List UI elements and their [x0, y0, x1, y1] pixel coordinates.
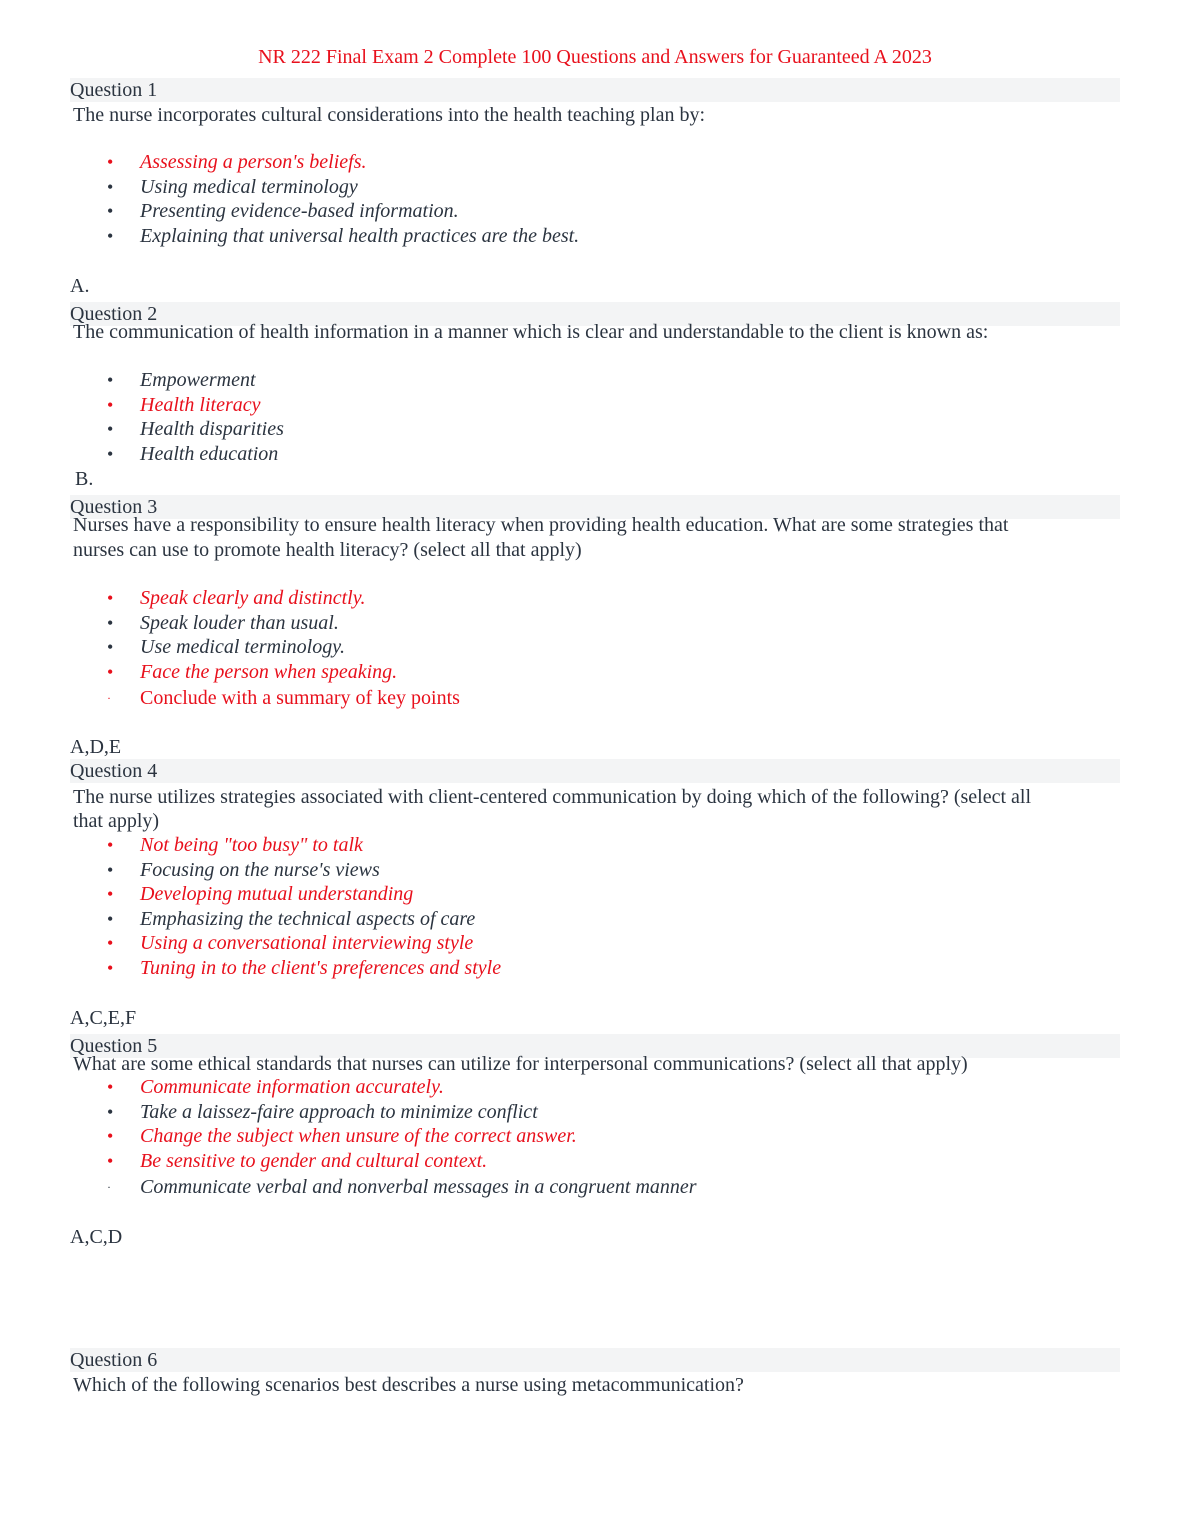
question-text: The communication of health information in a manner which is clear and understandable to the client is known as:: [73, 321, 989, 343]
bullet-icon: •: [107, 370, 114, 390]
answer-key: A,C,E,F: [70, 1007, 137, 1029]
bullet-icon: •: [107, 152, 114, 172]
question-text: The nurse incorporates cultural considerations into the health teaching plan by:: [73, 104, 706, 126]
bullet-icon: •: [107, 612, 114, 633]
question-label: Question 2: [70, 302, 1120, 326]
question-label: Question 5: [70, 1034, 1120, 1058]
question-label: Question 1: [70, 78, 1120, 102]
answer-key: B.: [75, 468, 94, 490]
bullet-icon: •: [107, 933, 114, 954]
question-label: Question 4: [70, 759, 1120, 783]
bullet-icon: •: [107, 225, 114, 246]
question-text-line: that apply): [73, 810, 160, 832]
answer-key: A,D,E: [70, 736, 122, 758]
question-label: Question 6: [70, 1348, 1120, 1372]
bullet-icon: •: [107, 394, 114, 415]
bullet-icon: •: [107, 1077, 114, 1097]
bullet-icon: •: [107, 637, 114, 658]
bullet-icon: •: [107, 1126, 114, 1147]
bullet-icon: ·: [107, 691, 111, 706]
bullet-icon: •: [107, 884, 114, 905]
question-text-line: Nurses have a responsibility to ensure health literacy when providing health education. What are some strategies that: [73, 514, 1009, 536]
bullet-icon: •: [107, 835, 114, 855]
bullet-icon: •: [107, 419, 114, 440]
bullet-icon: •: [107, 859, 114, 880]
question-text-line: nurses can use to promote health literacy? (select all that apply): [73, 539, 582, 561]
bullet-icon: ·: [107, 1180, 111, 1195]
question-text-line: The nurse utilizes strategies associated with client-centered communication by doing which of the following? (select all: [73, 786, 1032, 808]
bullet-icon: •: [107, 1150, 114, 1171]
question-text: Which of the following scenarios best describes a nurse using metacommunication?: [73, 1374, 744, 1396]
question-text: What are some ethical standards that nurses can utilize for interpersonal communications? (select all that apply): [73, 1053, 968, 1075]
bullet-icon: •: [107, 588, 114, 608]
document-title: NR 222 Final Exam 2 Complete 100 Questions and Answers for Guaranteed A 2023: [258, 46, 932, 68]
question-label: Question 3: [70, 495, 1120, 519]
bullet-icon: •: [107, 1101, 114, 1122]
bullet-icon: •: [107, 661, 114, 682]
bullet-icon: •: [107, 176, 114, 197]
answer-key: A,C,D: [70, 1226, 123, 1248]
answer-key: A.: [70, 275, 90, 297]
bullet-icon: •: [107, 443, 114, 464]
bullet-icon: •: [107, 201, 114, 222]
bullet-icon: •: [107, 957, 114, 978]
bullet-icon: •: [107, 908, 114, 929]
